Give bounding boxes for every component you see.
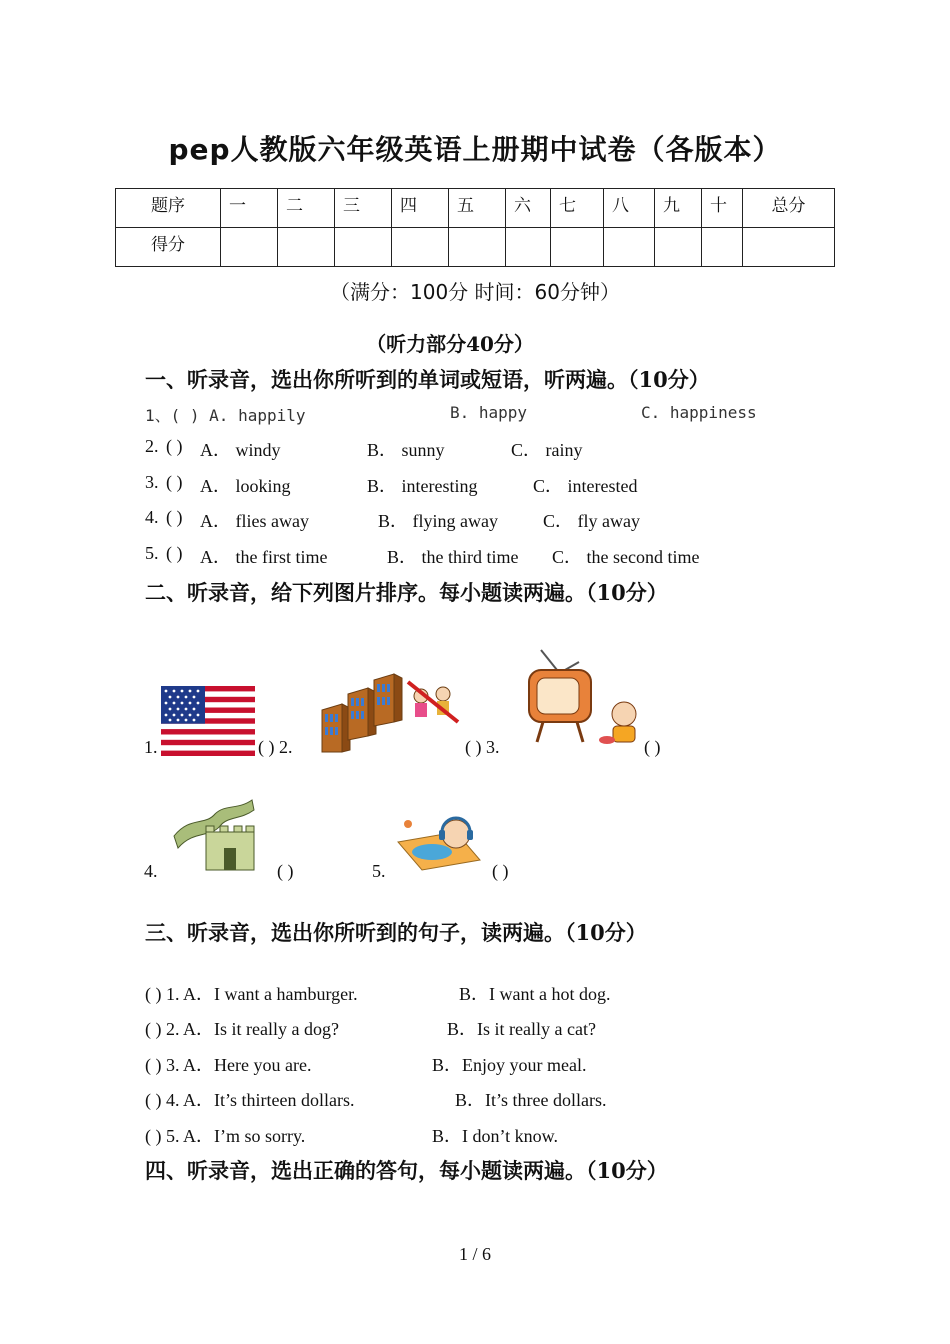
option-a: A． the first time [200, 547, 328, 567]
answer-paren[interactable]: ( ) [166, 436, 183, 456]
q1-option-c: C. happiness [641, 403, 757, 422]
sentence-option-b: B．It’s three dollars. [455, 1090, 607, 1110]
score-cell: 七 [551, 189, 604, 228]
score-input-cell[interactable] [551, 228, 604, 267]
sentence-option-a: ( ) 3. A．Here you are. [145, 1055, 312, 1075]
option-a: A． windy [200, 440, 281, 460]
score-cell: 九 [655, 189, 702, 228]
score-cell: 五 [449, 189, 506, 228]
score-cell: 题序 [116, 189, 221, 228]
score-cell: 八 [604, 189, 655, 228]
score-cell: 一 [221, 189, 278, 228]
answer-paren[interactable]: ( ) [166, 507, 183, 527]
score-cell: 三 [335, 189, 392, 228]
score-input-cell[interactable] [449, 228, 506, 267]
picture-answer-paren[interactable]: ( ) [644, 737, 661, 757]
score-input-cell[interactable] [392, 228, 449, 267]
score-input-cell[interactable] [604, 228, 655, 267]
listening-header: （听力部分40分） [366, 332, 534, 356]
section3-heading: 三、听录音，选出你所听到的句子，读两遍。（10分） [145, 920, 647, 945]
score-cell: 十 [702, 189, 743, 228]
score-input-cell[interactable] [702, 228, 743, 267]
page-title: pep人教版六年级英语上册期中试卷（各版本） [168, 133, 782, 166]
sentence-option-b: B．I don’t know. [432, 1126, 558, 1146]
score-cell: 二 [278, 189, 335, 228]
option-b: B． sunny [367, 440, 445, 460]
score-input-cell[interactable] [743, 228, 835, 267]
exam-info: （满分：100分 时间：60分钟） [330, 280, 620, 304]
usa-flag-picture [161, 686, 255, 756]
picture-label-1: 1. [144, 737, 158, 757]
option-a: A． looking [200, 476, 291, 496]
score-table [115, 188, 835, 267]
q1-option-a: 1、( ) A. happily [145, 406, 306, 425]
section4-heading: 四、听录音，选出正确的答句，每小题读两遍。（10分） [145, 1158, 668, 1183]
question-number: 5. [145, 543, 159, 563]
great-wall-picture [170, 796, 260, 874]
score-table-header-row [116, 189, 835, 228]
option-c: C． the second time [552, 547, 700, 567]
option-b: B． flying away [378, 511, 498, 531]
score-input-cell[interactable] [655, 228, 702, 267]
option-b: B． interesting [367, 476, 478, 496]
picture-label-5: 5. [372, 861, 386, 881]
question-number: 4. [145, 507, 159, 527]
section2-heading: 二、听录音，给下列图片排序。每小题读两遍。（10分） [145, 580, 668, 605]
option-c: C． interested [533, 476, 638, 496]
sentence-option-b: B．Enjoy your meal. [432, 1055, 587, 1075]
sentence-option-b: B．Is it really a cat? [447, 1019, 596, 1039]
option-c: C． fly away [543, 511, 640, 531]
picture-answer-paren[interactable]: ( ) [492, 861, 509, 881]
question-number: 3. [145, 472, 159, 492]
option-a: A． flies away [200, 511, 309, 531]
picture-answer-paren[interactable]: ( ) 2. [258, 737, 293, 757]
score-table-score-row [116, 228, 835, 267]
option-c: C． rainy [511, 440, 583, 460]
score-input-cell[interactable] [278, 228, 335, 267]
picture-answer-paren[interactable]: ( ) [277, 861, 294, 881]
option-b: B． the third time [387, 547, 519, 567]
page-number: 1 / 6 [458, 1244, 491, 1264]
q1-option-b: B. happy [450, 403, 528, 422]
library-no-talking-picture [320, 672, 465, 754]
tv-boy-picture [527, 648, 645, 756]
sentence-option-a: ( ) 2. A．Is it really a dog? [145, 1019, 339, 1039]
score-input-cell[interactable] [221, 228, 278, 267]
score-input-cell[interactable] [335, 228, 392, 267]
section1-heading: 一、听录音，选出你所听到的单词或短语，听两遍。（10分） [145, 367, 710, 392]
score-label: 得分 [116, 228, 221, 267]
answer-paren[interactable]: ( ) [166, 543, 183, 563]
question-number: 2. [145, 436, 159, 456]
sentence-option-a: ( ) 1. A．I want a hamburger. [145, 984, 358, 1004]
score-cell: 六 [506, 189, 551, 228]
girl-listening-music-picture [396, 812, 484, 874]
answer-paren[interactable]: ( ) [166, 472, 183, 492]
sentence-option-b: B．I want a hot dog. [459, 984, 611, 1004]
score-cell: 总分 [743, 189, 835, 228]
sentence-option-a: ( ) 5. A．I’m so sorry. [145, 1126, 306, 1146]
picture-answer-paren[interactable]: ( ) 3. [465, 737, 500, 757]
picture-label-4: 4. [144, 861, 158, 881]
sentence-option-a: ( ) 4. A．It’s thirteen dollars. [145, 1090, 355, 1110]
score-input-cell[interactable] [506, 228, 551, 267]
score-cell: 四 [392, 189, 449, 228]
